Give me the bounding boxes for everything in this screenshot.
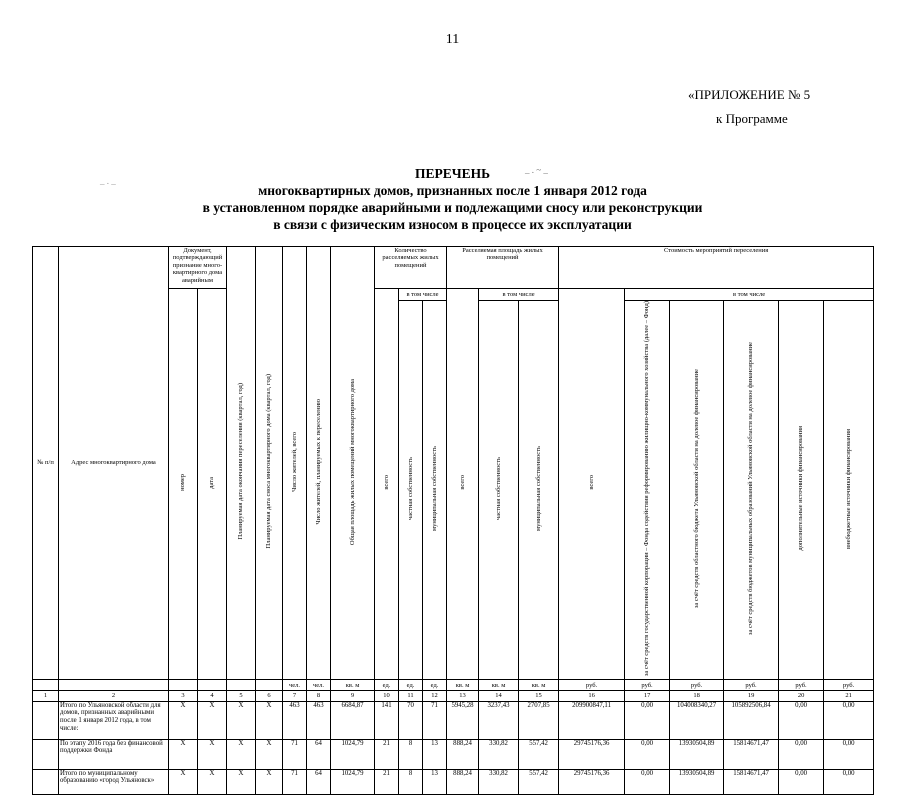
unit-cell	[198, 679, 227, 690]
appendix-label: «ПРИЛОЖЕНИЕ № 5	[688, 87, 811, 102]
table-row	[33, 739, 874, 769]
header-cost-total: всего	[559, 289, 625, 680]
unit-cell: руб.	[625, 679, 670, 690]
header-address: Адрес многоквартирного дома	[59, 247, 169, 680]
title-line-4: в связи с физическим износом в процессе их эксплуатации	[273, 217, 632, 232]
table-cell: 1024,79	[331, 769, 375, 794]
header-residents-planned: Число жителей, планируемых к переселению	[307, 247, 331, 680]
table-row	[33, 701, 874, 739]
table-cell: 13930504,89	[670, 739, 724, 769]
header-cost-incl: в том числе	[625, 289, 874, 301]
column-number-cell: 14	[479, 690, 519, 701]
table-cell: Х	[169, 701, 198, 739]
unit-cell: кв. м	[447, 679, 479, 690]
row-label-cell: Итого по Ульяновской области для домов, признанных аварийными после 1 января 2012 года, в том числе:	[59, 701, 169, 739]
table-cell: 557,42	[519, 769, 559, 794]
header-premises-count: Количество расселяемых жилых помещений	[375, 247, 447, 289]
table-cell: Х	[169, 769, 198, 794]
table-cell: 13930504,89	[670, 769, 724, 794]
header-area-relocated: Расселяемая площадь жилых помещений	[447, 247, 559, 289]
column-number-cell: 6	[256, 690, 283, 701]
column-number-cell: 16	[559, 690, 625, 701]
unit-cell: руб.	[670, 679, 724, 690]
column-number-cell: 3	[169, 690, 198, 701]
table-cell: 463	[307, 701, 331, 739]
header-cost-fund: за счёт средств государственной корпорации – Фонда содействия реформированию жилищно-коммунального хозяйства (далее – Фонд)	[625, 301, 670, 680]
emergency-houses-table	[32, 246, 874, 795]
header-document: Документ, подтверждающий признание много-квартирного дома аварийным	[169, 247, 227, 289]
unit-cell	[33, 679, 59, 690]
table-cell: 64	[307, 769, 331, 794]
table-cell: Х	[256, 701, 283, 739]
table-cell: 0,00	[625, 739, 670, 769]
header-area-incl: в том числе	[479, 289, 559, 301]
table-cell: 21	[375, 739, 399, 769]
column-numbers-row	[33, 690, 874, 701]
row-label-cell: Итого по муниципальному образованию «город Ульяновск»	[59, 769, 169, 794]
header-cost-unfinanced: внебюджетные источники финансирования	[824, 301, 874, 680]
page-number: 11	[445, 32, 460, 47]
title-line-1: ПЕРЕЧЕНЬ	[414, 166, 491, 181]
table-cell: 1024,79	[331, 739, 375, 769]
table-cell: 141	[375, 701, 399, 739]
table-cell: 463	[283, 701, 307, 739]
header-residents-total: Число жителей, всего	[283, 247, 307, 680]
table-cell: 0,00	[824, 769, 874, 794]
table-cell: 104008340,27	[670, 701, 724, 739]
table-cell: 8	[399, 769, 423, 794]
table-cell	[33, 769, 59, 794]
column-number-cell: 21	[824, 690, 874, 701]
unit-cell: кв. м	[479, 679, 519, 690]
header-cost: Стоимость мероприятий переселения	[559, 247, 874, 289]
column-number-cell: 8	[307, 690, 331, 701]
header-planned-completion: Планируемая дата окончания переселения (квартал, год)	[227, 247, 256, 680]
table-cell: 209900847,11	[559, 701, 625, 739]
header-total-area: Общая площадь жилых помещений многоквартирного дома	[331, 247, 375, 680]
header-cost-regional: за счёт средств областного бюджета Ульяновской области на долевое финансирование	[670, 301, 724, 680]
table-cell: 888,24	[447, 769, 479, 794]
column-number-cell: 20	[779, 690, 824, 701]
scan-specks-left: _ . _	[100, 176, 116, 186]
table-row	[33, 769, 874, 794]
unit-cell	[227, 679, 256, 690]
table-cell: 8	[399, 739, 423, 769]
column-number-cell: 11	[399, 690, 423, 701]
table-cell: Х	[256, 739, 283, 769]
unit-cell: кв. м	[331, 679, 375, 690]
unit-cell: руб.	[724, 679, 779, 690]
header-area-total: всего	[447, 289, 479, 680]
column-number-cell: 17	[625, 690, 670, 701]
table-cell: 21	[375, 769, 399, 794]
table-cell: 0,00	[625, 701, 670, 739]
column-number-cell: 9	[331, 690, 375, 701]
table-cell: 13	[423, 739, 447, 769]
unit-cell: чел.	[283, 679, 307, 690]
table-cell: 105892506,84	[724, 701, 779, 739]
unit-cell: ед.	[399, 679, 423, 690]
column-number-cell: 4	[198, 690, 227, 701]
table-cell: 71	[423, 701, 447, 739]
table-cell: 0,00	[779, 769, 824, 794]
table-cell: Х	[169, 739, 198, 769]
table-cell: 70	[399, 701, 423, 739]
table-cell: 0,00	[625, 769, 670, 794]
header-premises-incl: в том числе	[399, 289, 447, 301]
header-area-private: частная собственность	[479, 301, 519, 680]
table-cell: 888,24	[447, 739, 479, 769]
table-cell: 64	[307, 739, 331, 769]
column-number-cell: 1	[33, 690, 59, 701]
table-cell: Х	[256, 769, 283, 794]
column-number-cell: 13	[447, 690, 479, 701]
header-cost-additional: дополнительные источники финансирования	[779, 301, 824, 680]
header-premises-municipal: муниципальная собственность	[423, 301, 447, 680]
table-cell: 0,00	[779, 739, 824, 769]
table-cell: 0,00	[824, 701, 874, 739]
column-number-cell: 15	[519, 690, 559, 701]
table-cell: Х	[198, 769, 227, 794]
units-row	[33, 679, 874, 690]
unit-cell: чел.	[307, 679, 331, 690]
row-label-cell: По этапу 2016 года без финансовой поддержки Фонда	[59, 739, 169, 769]
header-premises-total: всего	[375, 289, 399, 680]
column-number-cell: 5	[227, 690, 256, 701]
header-premises-private: частная собственность	[399, 301, 423, 680]
unit-cell	[59, 679, 169, 690]
unit-cell: ед.	[423, 679, 447, 690]
table-cell: 29745176,36	[559, 739, 625, 769]
unit-cell: ед.	[375, 679, 399, 690]
column-number-cell: 2	[59, 690, 169, 701]
header-planned-demolition: Планируемая дата сноса многоквартирного дома (квартал, год)	[256, 247, 283, 680]
table-body	[33, 701, 874, 794]
table-cell: 71	[283, 769, 307, 794]
column-number-cell: 18	[670, 690, 724, 701]
unit-cell: руб.	[779, 679, 824, 690]
table-cell: 15814671,47	[724, 769, 779, 794]
appendix-subtitle: к Программе	[716, 111, 788, 126]
title-line-3: в установленном порядке аварийными и подлежащими сносу или реконструкции	[202, 200, 703, 215]
table-cell: Х	[198, 739, 227, 769]
table-cell: 29745176,36	[559, 769, 625, 794]
table-cell: 330,82	[479, 739, 519, 769]
column-number-cell: 19	[724, 690, 779, 701]
table-cell: 15814671,47	[724, 739, 779, 769]
table-cell: Х	[227, 739, 256, 769]
column-number-cell: 7	[283, 690, 307, 701]
title-line-2: многоквартирных домов, признанных после 1 января 2012 года	[258, 183, 647, 198]
table-cell: 330,82	[479, 769, 519, 794]
scan-specks: _ . ~ _	[525, 165, 548, 175]
unit-cell: кв. м	[519, 679, 559, 690]
table-cell: 0,00	[824, 739, 874, 769]
table-cell: Х	[227, 701, 256, 739]
unit-cell	[169, 679, 198, 690]
table-cell: Х	[198, 701, 227, 739]
unit-cell: руб.	[559, 679, 625, 690]
table-cell: 13	[423, 769, 447, 794]
header-cost-municipal: за счёт средств бюджетов муниципальных образований Ульяновской области на долевое финансирование	[724, 301, 779, 680]
table-cell: 3237,43	[479, 701, 519, 739]
unit-cell	[256, 679, 283, 690]
header-num: № п/п	[33, 247, 59, 680]
column-number-cell: 12	[423, 690, 447, 701]
table-cell: 71	[283, 739, 307, 769]
table-cell: 6684,87	[331, 701, 375, 739]
column-number-cell: 10	[375, 690, 399, 701]
table-cell: 557,42	[519, 739, 559, 769]
unit-cell: руб.	[824, 679, 874, 690]
table-cell: 0,00	[779, 701, 824, 739]
header-doc-date: дата	[198, 289, 227, 680]
table-cell: 5945,28	[447, 701, 479, 739]
table-cell: Х	[227, 769, 256, 794]
header-area-municipal: муниципальная собственность	[519, 301, 559, 680]
table-cell	[33, 739, 59, 769]
table-cell	[33, 701, 59, 739]
table-cell: 2707,85	[519, 701, 559, 739]
header-doc-number: номер	[169, 289, 198, 680]
